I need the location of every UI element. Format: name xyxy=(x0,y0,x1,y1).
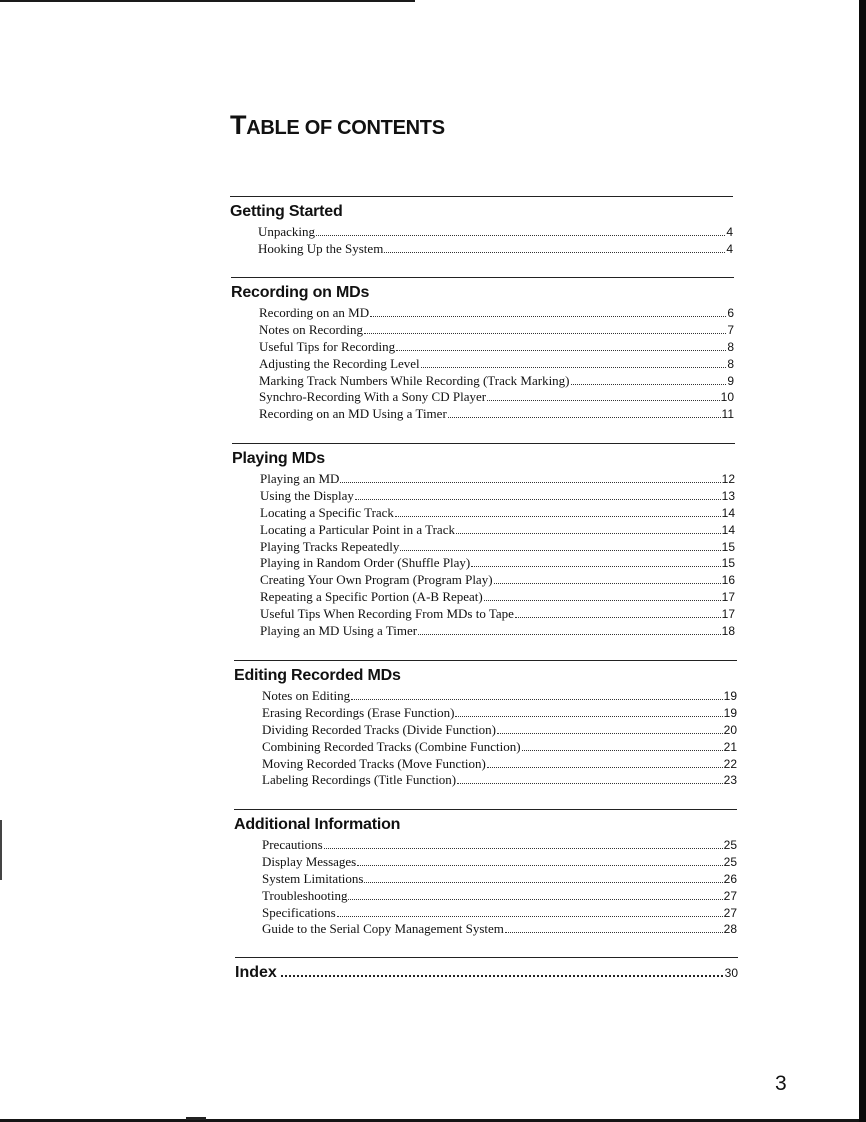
dot-leader xyxy=(364,881,722,883)
section-heading: Playing MDs xyxy=(232,450,325,467)
entry-page: 21 xyxy=(723,739,737,754)
entry-title: Recording on an MD Using a Timer xyxy=(259,406,447,422)
dot-leader xyxy=(455,715,722,717)
dot-leader xyxy=(487,766,723,768)
toc-entry[interactable] xyxy=(260,606,735,623)
entry-page: 10 xyxy=(720,390,734,405)
entry-title: Moving Recorded Tracks (Move Function) xyxy=(262,755,486,771)
entry-page: 8 xyxy=(727,339,734,354)
entry-title: Playing in Random Order (Shuffle Play) xyxy=(260,555,471,571)
toc-entry[interactable] xyxy=(262,688,737,705)
scan-edge-left xyxy=(0,820,2,880)
toc-entry[interactable] xyxy=(260,539,735,556)
entry-title: Locating a Particular Point in a Track xyxy=(260,521,455,537)
section-rule xyxy=(234,809,737,810)
entry-page: 17 xyxy=(721,590,735,605)
toc-entry[interactable] xyxy=(260,555,735,572)
section-rule xyxy=(232,443,735,444)
entry-title: Guide to the Serial Copy Management System xyxy=(262,921,504,937)
entry-list xyxy=(230,224,733,258)
entry-title: Creating Your Own Program (Program Play) xyxy=(260,572,493,588)
section-rule xyxy=(230,196,733,197)
toc-entry[interactable] xyxy=(260,623,735,640)
dot-leader xyxy=(355,498,721,500)
entry-title: Notes on Editing xyxy=(262,688,351,703)
toc-entry[interactable] xyxy=(258,241,733,258)
entry-title: Precautions xyxy=(262,837,323,852)
dot-leader xyxy=(281,974,723,977)
toc-entry[interactable] xyxy=(259,305,734,322)
entry-page: 4 xyxy=(726,241,733,256)
section-heading: Recording on MDs xyxy=(231,284,370,301)
page-title-initial: T xyxy=(230,110,247,140)
entry-page: 26 xyxy=(723,871,737,886)
entry-list xyxy=(234,837,737,938)
toc-entry[interactable] xyxy=(262,921,737,938)
dot-leader xyxy=(395,515,721,517)
scan-edge-top xyxy=(0,0,415,2)
entry-page: 25 xyxy=(723,854,737,869)
entry-page: 22 xyxy=(723,756,737,771)
section-playing-mds xyxy=(232,443,735,640)
entry-page: 17 xyxy=(721,607,735,622)
dot-leader xyxy=(456,532,721,534)
entry-page: 11 xyxy=(721,407,734,422)
index-page: 30 xyxy=(724,966,738,980)
entry-page: 19 xyxy=(723,689,737,703)
entry-page: 23 xyxy=(723,773,737,788)
dot-leader xyxy=(515,616,721,618)
entry-title: Playing an MD Using a Timer xyxy=(260,623,418,639)
entry-page: 15 xyxy=(721,539,735,554)
toc-entry[interactable] xyxy=(258,224,733,241)
page-number: 3 xyxy=(775,1072,787,1095)
section-heading: Editing Recorded MDs xyxy=(234,667,401,684)
dot-leader xyxy=(522,749,723,751)
entry-page: 15 xyxy=(721,556,735,571)
index-entry[interactable] xyxy=(235,964,738,982)
dot-leader xyxy=(364,332,726,334)
dot-leader xyxy=(448,416,721,418)
entry-page: 6 xyxy=(727,306,734,320)
section-rule xyxy=(234,660,737,661)
dot-leader xyxy=(457,782,723,784)
entry-title: Useful Tips for Recording xyxy=(259,338,396,354)
toc-entry[interactable] xyxy=(259,322,734,339)
entry-title: Hooking Up the System xyxy=(258,240,384,256)
dot-leader xyxy=(348,898,722,900)
section-heading: Getting Started xyxy=(230,203,343,220)
entry-title: Locating a Specific Track xyxy=(260,504,394,520)
toc-entry[interactable] xyxy=(262,722,737,739)
toc-entry[interactable] xyxy=(262,756,737,773)
toc-entry[interactable] xyxy=(262,888,737,905)
page-title xyxy=(230,110,445,141)
section-recording-on-mds xyxy=(231,277,734,423)
entry-title: Adjusting the Recording Level xyxy=(259,355,420,371)
dot-leader xyxy=(487,399,720,401)
entry-title: Unpacking xyxy=(258,224,316,239)
dot-leader xyxy=(571,383,727,385)
entry-page: 16 xyxy=(721,573,735,588)
scan-edge-right xyxy=(859,0,866,1122)
entry-page: 18 xyxy=(721,624,735,639)
section-rule xyxy=(235,957,738,958)
entry-page: 14 xyxy=(721,522,735,537)
dot-leader xyxy=(351,698,723,700)
entry-title: Labeling Recordings (Title Function) xyxy=(262,772,457,788)
toc-entry[interactable] xyxy=(259,339,734,356)
dot-leader xyxy=(484,599,721,601)
entry-page: 9 xyxy=(727,373,734,388)
toc-entry[interactable] xyxy=(260,505,735,522)
entry-title: Display Messages xyxy=(262,853,357,869)
entry-title: Marking Track Numbers While Recording (Track Marking) xyxy=(259,372,570,388)
toc-entry[interactable] xyxy=(262,854,737,871)
dot-leader xyxy=(400,549,720,551)
entry-title: Erasing Recordings (Erase Function) xyxy=(262,704,455,720)
toc-entry[interactable] xyxy=(260,471,735,488)
toc-entry[interactable] xyxy=(262,905,737,922)
entry-page: 13 xyxy=(721,488,735,503)
dot-leader xyxy=(497,732,723,734)
entry-page: 25 xyxy=(723,838,737,852)
dot-leader xyxy=(418,633,721,635)
toc-entry[interactable] xyxy=(260,488,735,505)
dot-leader xyxy=(384,251,725,253)
entry-page: 20 xyxy=(723,722,737,737)
dot-leader xyxy=(505,931,723,933)
entry-title: Troubleshooting xyxy=(262,887,348,903)
toc-entry[interactable] xyxy=(259,373,734,390)
entry-title: Combining Recorded Tracks (Combine Function) xyxy=(262,738,521,754)
section-getting-started xyxy=(230,196,733,258)
entry-title: Recording on an MD xyxy=(259,305,370,320)
section-editing-recorded-mds xyxy=(234,660,737,789)
scan-edge-mark xyxy=(186,1117,206,1120)
toc-entry[interactable] xyxy=(259,406,734,423)
entry-page: 27 xyxy=(723,888,737,903)
toc-entry[interactable] xyxy=(260,572,735,589)
toc-entry[interactable] xyxy=(259,389,734,406)
dot-leader xyxy=(316,234,725,236)
section-heading: Additional Information xyxy=(234,816,401,833)
entry-title: Notes on Recording xyxy=(259,321,363,337)
toc-entry[interactable] xyxy=(262,705,737,722)
entry-title: Synchro-Recording With a Sony CD Player xyxy=(259,389,487,405)
dot-leader xyxy=(370,315,726,317)
entry-page: 12 xyxy=(721,472,735,486)
entry-title: Useful Tips When Recording From MDs to Tape xyxy=(260,606,514,622)
entry-page: 27 xyxy=(723,905,737,920)
toc-entry[interactable] xyxy=(259,356,734,373)
entry-list xyxy=(232,471,735,640)
toc-entry[interactable] xyxy=(262,772,737,789)
dot-leader xyxy=(340,481,720,483)
dot-leader xyxy=(324,847,723,849)
section-index xyxy=(235,957,738,982)
entry-title: Dividing Recorded Tracks (Divide Function) xyxy=(262,721,496,737)
dot-leader xyxy=(421,366,727,368)
entry-title: Playing Tracks Repeatedly xyxy=(260,538,400,554)
entry-page: 8 xyxy=(727,356,734,371)
dot-leader xyxy=(337,915,723,917)
entry-list xyxy=(231,305,734,423)
index-label: Index xyxy=(235,964,277,981)
section-rule xyxy=(231,277,734,278)
dot-leader xyxy=(396,349,726,351)
page-title-rest: ABLE OF CONTENTS xyxy=(246,117,445,139)
entry-page: 19 xyxy=(723,705,737,720)
entry-title: Playing an MD xyxy=(260,471,340,486)
entry-page: 14 xyxy=(721,505,735,520)
toc-entry[interactable] xyxy=(262,871,737,888)
toc-entry[interactable] xyxy=(262,739,737,756)
entry-title: Specifications xyxy=(262,904,336,920)
entry-page: 28 xyxy=(723,922,737,937)
dot-leader xyxy=(357,864,722,866)
entry-page: 4 xyxy=(726,225,733,239)
section-additional-information xyxy=(234,809,737,938)
entry-title: Repeating a Specific Portion (A-B Repeat) xyxy=(260,589,483,605)
toc-entry[interactable] xyxy=(262,837,737,854)
entry-list xyxy=(234,688,737,789)
entry-title: System Limitations xyxy=(262,870,364,886)
toc-entry[interactable] xyxy=(260,522,735,539)
dot-leader xyxy=(471,565,720,567)
dot-leader xyxy=(494,582,721,584)
entry-title: Using the Display xyxy=(260,487,354,503)
toc-entry[interactable] xyxy=(260,589,735,606)
entry-page: 7 xyxy=(727,322,734,337)
